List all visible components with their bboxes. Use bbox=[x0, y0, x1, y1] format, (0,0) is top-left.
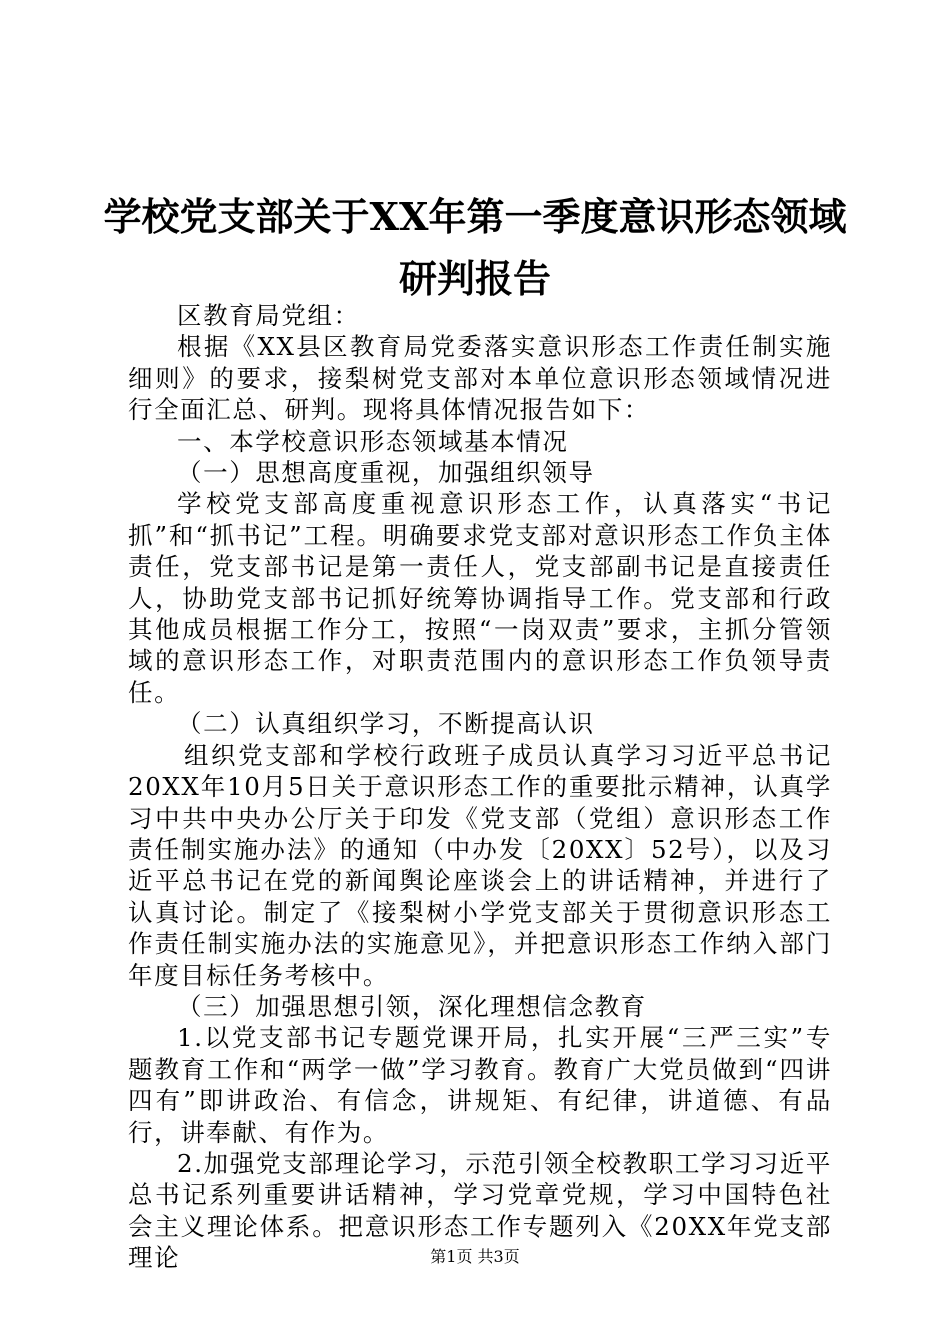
document-body bbox=[128, 300, 832, 1274]
page-footer: 第1页 共3页 bbox=[430, 1247, 520, 1266]
subsection-1-paragraph: 学校党支部高度重视意识形态工作，认真落实“书记抓”和“抓书记”工程。明确要求党支部对意识形态工作负主体责任，党支部书记是第一责任人，党支部副书记是直接责任人，协助党支部书记抓好统筹协调指导工作。党支部和行政其他成员根据工作分工，按照“一岗双责”要求，主抓分管领域的意识形态工作，对职责范围内的意识形态工作负领导责任。 bbox=[128, 489, 832, 707]
subsection-2-heading: （二）认真组织学习，不断提高认识 bbox=[177, 709, 595, 739]
intro-paragraph: 根据《XX县区教育局党委落实意识形态工作责任制实施细则》的要求，接梨树党支部对本单位意识形态领域情况进行全面汇总、研判。现将具体情况报告如下： bbox=[128, 332, 832, 425]
document-title-line-2: 研判报告 bbox=[398, 256, 551, 301]
section-1-heading: 一、本学校意识形态领域基本情况 bbox=[177, 426, 569, 456]
list-item-2: 2.加强党支部理论学习，示范引领全校教职工学习习近平总书记系列重要讲话精神，学习党章党规，学习中国特色社会主义理论体系。把意识形态工作专题列入《20XX年党支部理论 bbox=[128, 1148, 832, 1273]
salutation: 区教育局党组： bbox=[177, 301, 360, 330]
subsection-2-paragraph: 组织党支部和学校行政班子成员认真学习习近平总书记20XX年10月5日关于意识形态工作的重要批示精神，认真学习中共中央办公厅关于印发《党支部（党组）意识形态工作责任制实施办法》的通知（中办发〔20XX〕52号），以及习近平总书记在党的新闻舆论座谈会上的讲话精神，并进行了认真讨论。制定了《接梨树小学党支部关于贯彻意识形态工作责任制实施办法的实施意见》，并把意识形态工作纳入部门年度目标任务考核中。 bbox=[128, 740, 832, 990]
list-item-1: 1.以党支部书记专题党课开局，扎实开展“三严三实”专题教育工作和“两学一做”学习教育。教育广大党员做到“四讲四有”即讲政治、有信念，讲规矩、有纪律，讲道德、有品行，讲奉献、有作为。 bbox=[128, 1023, 832, 1147]
document-title-line-1: 学校党支部关于XX年第一季度意识形态领域 bbox=[103, 194, 847, 239]
subsection-3-heading: （三）加强思想引领，深化理想信念教育 bbox=[177, 991, 647, 1021]
subsection-1-heading: （一）思想高度重视，加强组织领导 bbox=[177, 458, 595, 488]
